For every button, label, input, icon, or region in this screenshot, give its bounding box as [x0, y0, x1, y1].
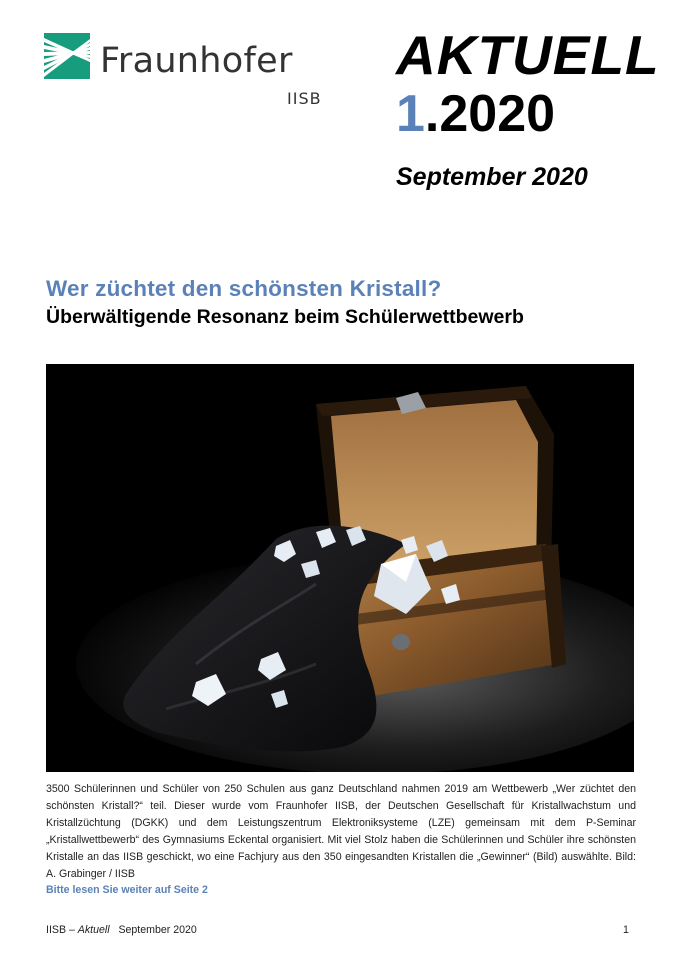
logo-name: Fraunhofer: [100, 41, 293, 81]
footer-publication: [46, 924, 197, 936]
masthead-issue: [396, 86, 666, 142]
article-photo: [46, 364, 634, 772]
masthead: [396, 26, 666, 192]
treasure-chest-image: [46, 364, 634, 772]
footer-date: September 2020: [118, 924, 197, 936]
continue-reading-link[interactable]: Bitte lesen Sie weiter auf Seite 2: [46, 884, 208, 896]
article-headline: Wer züchtet den schönsten Kristall?: [46, 276, 442, 301]
footer-publication-name: Aktuell: [77, 924, 110, 936]
logo-unit: IISB: [287, 89, 322, 108]
photo-caption: 3500 Schülerinnen und Schüler von 250 Schulen aus ganz Deutschland nahmen 2019 am Wettbewerb „Wer züchtet den schönsten Kristall?“ teil. Dieser wurde vom Fraunhofer IISB, der Deutschen Gesellschaft für Kristallwachstum und Kristallzüchtung (DGKK) und dem Leistungszentrum Elektroniksysteme (LZE) gemeinsam mit dem P-Seminar „Kristallwettbewerb“ des Gymnasiums Eckental organisiert. Mit viel Stolz haben die Schülerinnen und Schüler ihre schönsten Kristalle an das IISB geschickt, wo eine Fachjury aus den 350 eingesandten Kristallen die „Gewinner“ (Bild) auswählte. Bild: A. Grabinger / IISB: [46, 783, 636, 880]
fraunhofer-logo: [44, 33, 324, 123]
masthead-title: AKTUELL: [396, 24, 660, 86]
article-subheadline: Überwältigende Resonanz beim Schülerwettbewerb: [46, 306, 524, 328]
issue-year: .2020: [424, 85, 556, 143]
footer-org: IISB –: [46, 924, 78, 936]
masthead-date: September 2020: [396, 163, 588, 191]
page-number: 1: [623, 924, 629, 936]
issue-number: 1: [396, 85, 425, 143]
fraunhofer-logo-mark-icon: [44, 33, 90, 79]
